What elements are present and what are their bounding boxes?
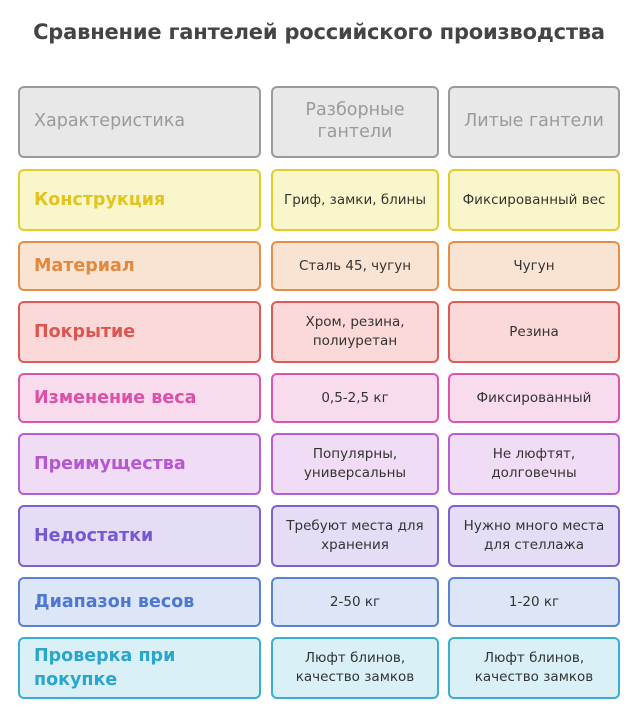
row-purchase-check-col1: Люфт блинов, качество замков (271, 637, 439, 699)
row-advantages-col1: Популярны, универсальны (271, 433, 439, 495)
header-col1: Разборные гантели (271, 86, 439, 158)
row-weight-change-col2: Фиксированный (448, 373, 620, 423)
row-label-construction: Конструкция (18, 169, 261, 231)
row-coating-col1: Хром, резина, полиуретан (271, 301, 439, 363)
row-material-col1: Сталь 45, чугун (271, 241, 439, 291)
row-disadvantages-col2: Нужно много места для стеллажа (448, 505, 620, 567)
row-label-disadvantages: Недостатки (18, 505, 261, 567)
row-material-col2: Чугун (448, 241, 620, 291)
row-label-coating: Покрытие (18, 301, 261, 363)
row-coating-col2: Резина (448, 301, 620, 363)
row-label-weight-range: Диапазон весов (18, 577, 261, 627)
page-title: Сравнение гантелей российского производства (33, 20, 605, 44)
row-label-advantages: Преимущества (18, 433, 261, 495)
row-advantages-col2: Не люфтят, долговечны (448, 433, 620, 495)
row-construction-col1: Гриф, замки, блины (271, 169, 439, 231)
row-construction-col2: Фиксированный вес (448, 169, 620, 231)
header-col2: Литые гантели (448, 86, 620, 158)
row-weight-change-col1: 0,5-2,5 кг (271, 373, 439, 423)
header-characteristic: Характеристика (18, 86, 261, 158)
row-disadvantages-col1: Требуют места для хранения (271, 505, 439, 567)
row-label-material: Материал (18, 241, 261, 291)
row-weight-range-col1: 2-50 кг (271, 577, 439, 627)
row-label-purchase-check: Проверка при покупке (18, 637, 261, 699)
row-weight-range-col2: 1-20 кг (448, 577, 620, 627)
row-label-weight-change: Изменение веса (18, 373, 261, 423)
row-purchase-check-col2: Люфт блинов, качество замков (448, 637, 620, 699)
